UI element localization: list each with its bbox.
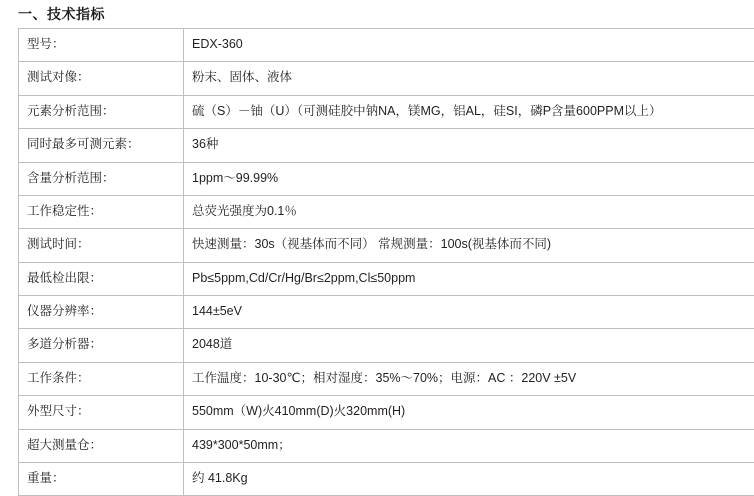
row-value-text: 快速测量：30s（视基体而不同） 常规测量：100s(视基体而不同) xyxy=(192,237,552,252)
row-label: 仪器分辨率： xyxy=(19,296,184,329)
row-value-text: 2048道 xyxy=(192,337,233,352)
row-value xyxy=(184,229,754,262)
row-value-text: 439*300*50mm； xyxy=(192,437,291,452)
row-value xyxy=(184,296,754,329)
table-row xyxy=(19,195,754,228)
specifications-table xyxy=(18,28,754,496)
row-value-text: 硫（S）－铀（U）（可测硅胶中钠NA，镁MG，铝AL，硅SI，磷P含量600PPM以上） xyxy=(192,103,662,118)
table-row xyxy=(19,129,754,162)
table-row xyxy=(19,229,754,262)
row-value xyxy=(184,162,754,195)
row-value xyxy=(184,396,754,429)
row-value xyxy=(184,195,754,228)
row-value-text: 总荧光强度为0.1％ xyxy=(192,203,297,218)
row-label: 多道分析器： xyxy=(19,329,184,362)
row-value xyxy=(184,262,754,295)
table-row xyxy=(19,62,754,95)
row-value-text: 144±5eV xyxy=(192,304,242,318)
table-row xyxy=(19,296,754,329)
table-row xyxy=(19,396,754,429)
row-label: 型号： xyxy=(19,29,184,62)
table-row xyxy=(19,329,754,362)
row-label: 外型尺寸： xyxy=(19,396,184,429)
row-label: 元素分析范围： xyxy=(19,95,184,128)
row-label: 测试时间： xyxy=(19,229,184,262)
table-row xyxy=(19,262,754,295)
row-value xyxy=(184,362,754,395)
table-row xyxy=(19,29,754,62)
table-row xyxy=(19,95,754,128)
row-label: 最低检出限： xyxy=(19,262,184,295)
row-value xyxy=(184,329,754,362)
row-value-text: 工作温度：10-30℃；相对湿度：35%～70%；电源：AC ：220V ±5V xyxy=(192,370,577,385)
row-value-text: 36种 xyxy=(192,137,219,152)
row-value xyxy=(184,62,754,95)
row-value xyxy=(184,29,754,62)
table-row xyxy=(19,429,754,462)
row-value xyxy=(184,95,754,128)
row-value-text: Pb≤5ppm,Cd/Cr/Hg/Br≤2ppm,Cl≤50ppm xyxy=(192,270,416,285)
row-value-text: 1ppm～99.99% xyxy=(192,170,279,185)
row-label: 测试对像： xyxy=(19,62,184,95)
row-value xyxy=(184,129,754,162)
row-value xyxy=(184,429,754,462)
row-value-text: EDX-360 xyxy=(192,37,243,51)
table-row xyxy=(19,362,754,395)
row-label: 工作条件： xyxy=(19,362,184,395)
row-label: 工作稳定性： xyxy=(19,195,184,228)
row-value xyxy=(184,462,754,495)
table-body xyxy=(19,29,754,496)
row-label: 同时最多可测元素： xyxy=(19,129,184,162)
row-label: 重量： xyxy=(19,462,184,495)
page-title: 一、技术指标 xyxy=(18,6,105,22)
table-row xyxy=(19,162,754,195)
table-row xyxy=(19,462,754,495)
row-value-text: 550mm（W)火410mm(D)火320mm(H) xyxy=(192,404,406,419)
row-value-text: 粉末、固体、液体 xyxy=(192,70,293,85)
row-value-text: 约 41.8Kg xyxy=(192,470,248,485)
row-label: 含量分析范围： xyxy=(19,162,184,195)
row-label: 超大测量仓： xyxy=(19,429,184,462)
